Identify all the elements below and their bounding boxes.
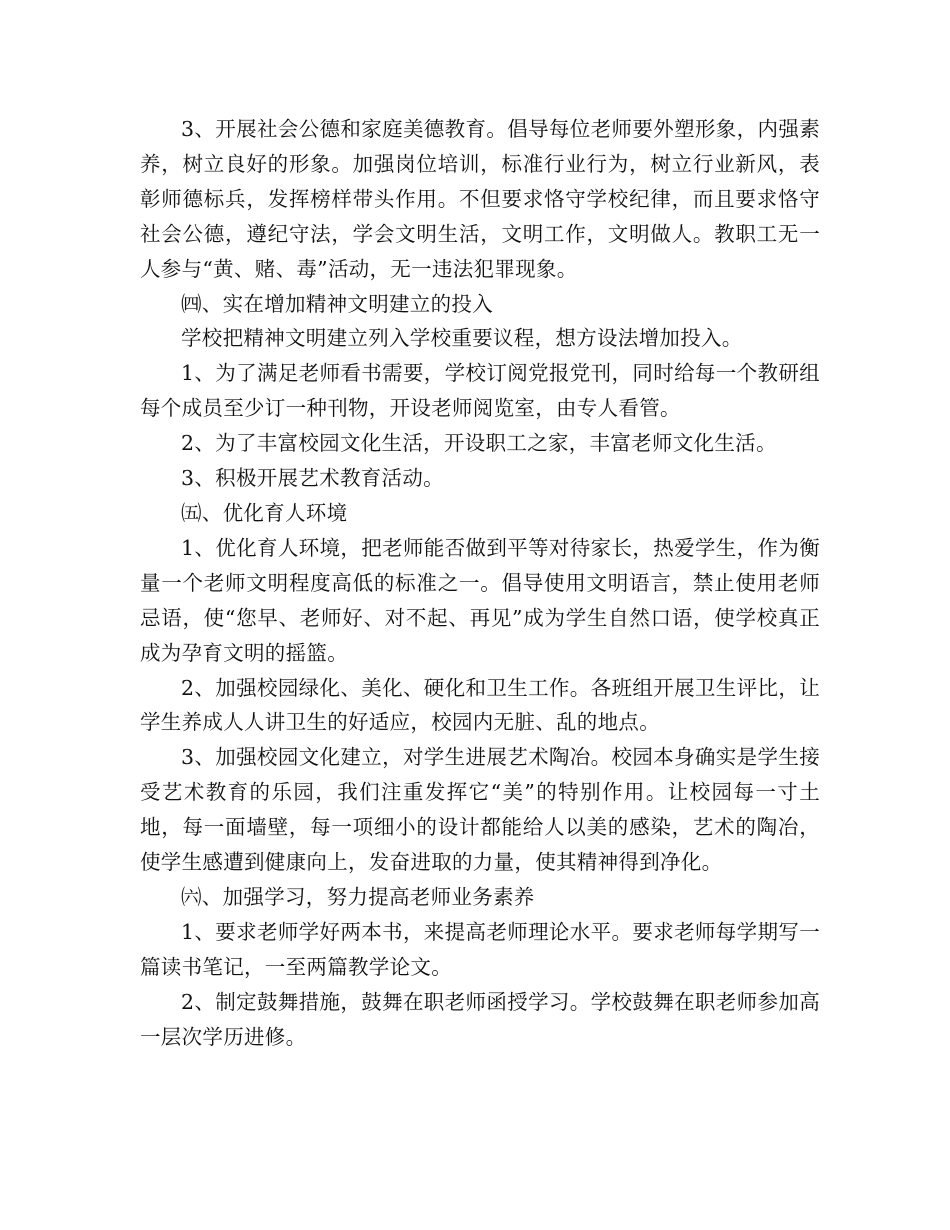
paragraph-art-education: 3、积极开展艺术教育活动。 (181, 466, 444, 491)
paragraph-campus-culture: 3、加强校园文化建立，对学生进展艺术陶冶。校园本身确实是学生接受艺术教育的乐园，我们注重发挥它“美”的特别作用。让校园每一寸土地，每一面墙壁，每一项细小的设计都能给人以美的感染，艺术的陶冶，使学生感遭到健康向上，发奋进取的力量，使其精神得到净化。 (140, 745, 820, 875)
paragraph-public-morality-education: 3、开展社会公德和家庭美德教育。倡导每位老师要外塑形象，内强素养，树立良好的形象。加强岗位培训，标准行业行为，树立行业新风，表彰师德标兵，发挥榜样带头作用。不但要求恪守学校纪律，而且要求恪守社会公德，遵纪守法，学会文明生活，文明工作，文明做人。教职工无一人参与“黄、赌、毒”活动，无一违法犯罪现象。 (140, 117, 820, 281)
paragraph-reading-needs: 1、为了满足老师看书需要，学校订阅党报党刊，同时给每一个教研组每个成员至少订一种刊物，开设老师阅览室，由专人看管。 (140, 361, 820, 421)
paragraph-incentive-measures: 2、制定鼓舞措施，鼓舞在职老师函授学习。学校鼓舞在职老师参加高一层次学历进修。 (140, 989, 820, 1049)
document-body (140, 112, 820, 1054)
paragraph-staff-home: 2、为了丰富校园文化生活，开设职工之家，丰富老师文化生活。 (181, 431, 777, 456)
paragraph-education-environment: 1、优化育人环境，把老师能否做到平等对待家长，热爱学生，作为衡量一个老师文明程度高低的标准之一。倡导使用文明语言，禁止使用老师忌语，使“您早、老师好、对不起、再见”成为学生自然口语，使学校真正成为孕育文明的摇篮。 (140, 535, 820, 665)
paragraph-teacher-study: 1、要求老师学好两本书，来提高老师理论水平。要求老师每学期写一篇读书笔记，一至两篇教学论文。 (140, 919, 820, 979)
paragraph-investment-intro: 学校把精神文明建立列入学校重要议程，想方设法增加投入。 (181, 326, 743, 351)
section-heading-6: ㈥、加强学习，努力提高老师业务素养 (181, 884, 535, 909)
section-heading-5: ㈤、优化育人环境 (181, 500, 348, 525)
section-heading-4: ㈣、实在增加精神文明建立的投入 (181, 291, 493, 316)
paragraph-campus-greening: 2、加强校园绿化、美化、硬化和卫生工作。各班组开展卫生评比，让学生养成人人讲卫生的好适应，校园内无脏、乱的地点。 (140, 675, 820, 735)
